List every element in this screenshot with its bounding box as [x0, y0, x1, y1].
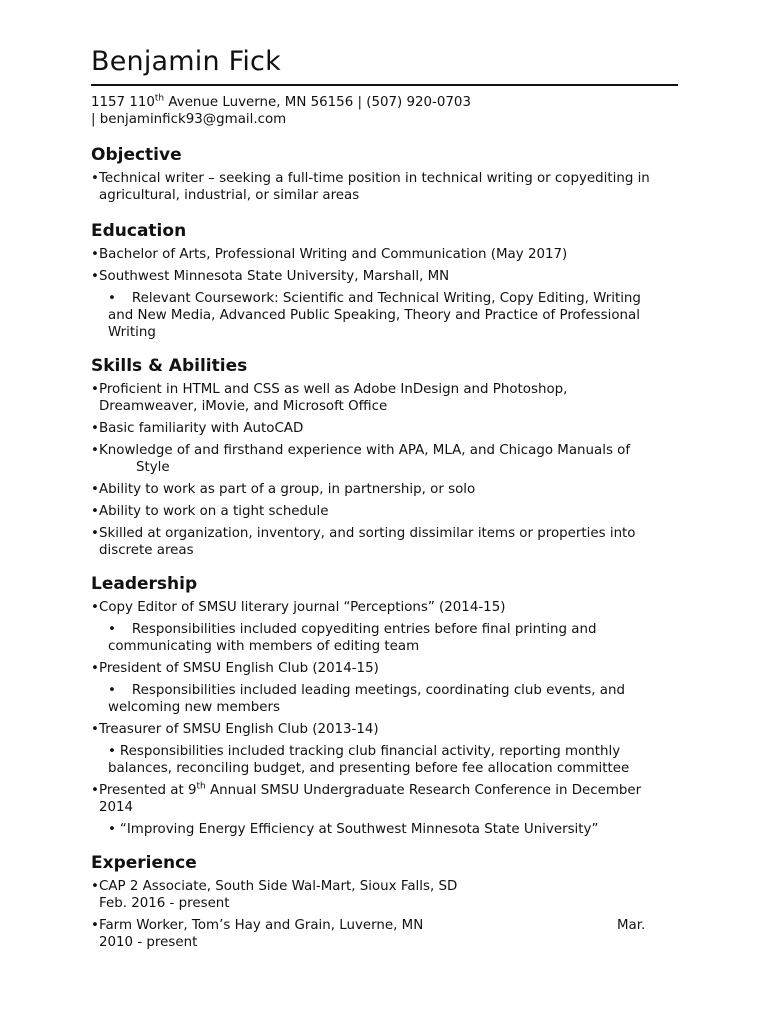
- list-item-text: Basic familiarity with AutoCAD: [99, 421, 304, 436]
- section-skills: [91, 355, 681, 559]
- list-item: [91, 525, 669, 559]
- list-item-text: Presented at 9: [99, 783, 197, 798]
- list-item: [91, 599, 681, 616]
- list-item: [91, 268, 681, 285]
- section-education: [91, 220, 681, 341]
- bullet: •: [91, 504, 99, 519]
- section-heading: Experience: [91, 853, 197, 873]
- bullet: •: [91, 526, 99, 541]
- bullet: •: [91, 482, 99, 497]
- list-item-text: Responsibilities included tracking club financial activity, reporting monthly balances, reconciling budget, and presenting before fee allocation committee: [108, 744, 630, 776]
- list-item-text: Relevant Coursework: Scientific and Technical Writing, Copy Editing, Writing and New Media, Advanced Public Speaking, Theory and Practice of Professional Writing: [108, 291, 641, 340]
- list-item-text: Skilled at organization, inventory, and sorting dissimilar items or properties into discrete areas: [99, 526, 636, 558]
- job-dates: Mar.: [617, 918, 646, 933]
- section-heading: Objective: [91, 145, 182, 165]
- bullet: •: [91, 269, 99, 284]
- bullet: •: [91, 443, 99, 458]
- applicant-name: Benjamin Fick: [91, 46, 281, 77]
- sub-list-item: [108, 682, 668, 716]
- list-item-text: Responsibilities included leading meetings, coordinating club events, and welcoming new members: [108, 683, 625, 715]
- bullet: •: [108, 622, 116, 637]
- bullet: •: [108, 291, 116, 306]
- address-suffix: th: [154, 93, 165, 104]
- bullet: •: [108, 744, 116, 759]
- sub-list-item: [108, 290, 668, 341]
- list-item-text: Ability to work on a tight schedule: [99, 504, 329, 519]
- section-experience: [91, 852, 681, 951]
- list-item-text: “Improving Energy Efficiency at Southwest Minnesota State University”: [119, 822, 599, 837]
- list-item-text: Copy Editor of SMSU literary journal “Perceptions” (2014-15): [99, 600, 506, 615]
- list-item: [91, 503, 681, 520]
- list-item: [91, 481, 681, 498]
- list-item-text: Treasurer of SMSU English Club (2013-14): [99, 722, 379, 737]
- sub-list-item: [108, 821, 668, 838]
- list-item: [91, 381, 599, 415]
- address-number: 1157 110: [91, 95, 155, 110]
- list-item: [91, 660, 681, 677]
- bullet: •: [91, 247, 99, 262]
- bullet: •: [91, 600, 99, 615]
- bullet: •: [91, 879, 99, 894]
- address-rest: Avenue Luverne, MN 56156 | (507) 920-0703 | benjaminfick93@gmail.com: [91, 95, 471, 127]
- job-dates: 2010 - present: [99, 935, 198, 950]
- section-heading: Skills & Abilities: [91, 356, 248, 376]
- job-dates: Feb. 2016 - present: [99, 896, 230, 911]
- job-title: CAP 2 Associate, South Side Wal-Mart, Sioux Falls, SD: [99, 879, 458, 894]
- list-item: [91, 917, 681, 951]
- list-item-text: Southwest Minnesota State University, Marshall, MN: [99, 269, 450, 284]
- list-item-text: Responsibilities included copyediting entries before final printing and communicating with members of editing team: [108, 622, 597, 654]
- section-objective: [91, 144, 681, 204]
- list-item: [91, 246, 681, 263]
- list-item-text: Style: [136, 460, 170, 475]
- list-item: [91, 442, 681, 476]
- list-item: [91, 721, 681, 738]
- job-title: Farm Worker, Tom’s Hay and Grain, Luverne, MN: [99, 918, 424, 933]
- bullet: •: [91, 171, 99, 186]
- bullet: •: [91, 661, 99, 676]
- section-heading: Leadership: [91, 574, 198, 594]
- list-item: [91, 782, 674, 816]
- section-leadership: [91, 573, 681, 838]
- ordinal-suffix: th: [196, 781, 206, 792]
- list-item-text: Annual SMSU Undergraduate Research Conference in December 2014: [99, 783, 642, 815]
- list-item-text: Proficient in HTML and CSS as well as Adobe InDesign and Photoshop, Dreamweaver, iMovie, and Microsoft Office: [99, 382, 568, 414]
- bullet: •: [108, 822, 116, 837]
- bullet: •: [91, 421, 99, 436]
- resume-page: [91, 44, 681, 128]
- list-item-text: Technical writer – seeking a full-time position in technical writing or copyediting in agricultural, industrial, or similar areas: [99, 171, 650, 203]
- bullet: •: [91, 722, 99, 737]
- header-divider: [91, 84, 678, 86]
- section-heading: Education: [91, 221, 187, 241]
- list-item-text: President of SMSU English Club (2014-15): [99, 661, 379, 676]
- bullet: •: [108, 683, 116, 698]
- list-item: [91, 878, 681, 912]
- bullet: •: [91, 382, 99, 397]
- list-item: [91, 420, 681, 437]
- sub-list-item: [108, 743, 668, 777]
- list-item: [91, 170, 684, 204]
- list-item-text: Knowledge of and firsthand experience with APA, MLA, and Chicago Manuals of: [99, 443, 631, 458]
- sub-list-item: [108, 621, 668, 655]
- contact-info: [91, 94, 471, 128]
- list-item-text: Ability to work as part of a group, in partnership, or solo: [99, 482, 476, 497]
- list-item-text: Bachelor of Arts, Professional Writing and Communication (May 2017): [99, 247, 568, 262]
- bullet: •: [91, 783, 99, 798]
- bullet: •: [91, 918, 99, 933]
